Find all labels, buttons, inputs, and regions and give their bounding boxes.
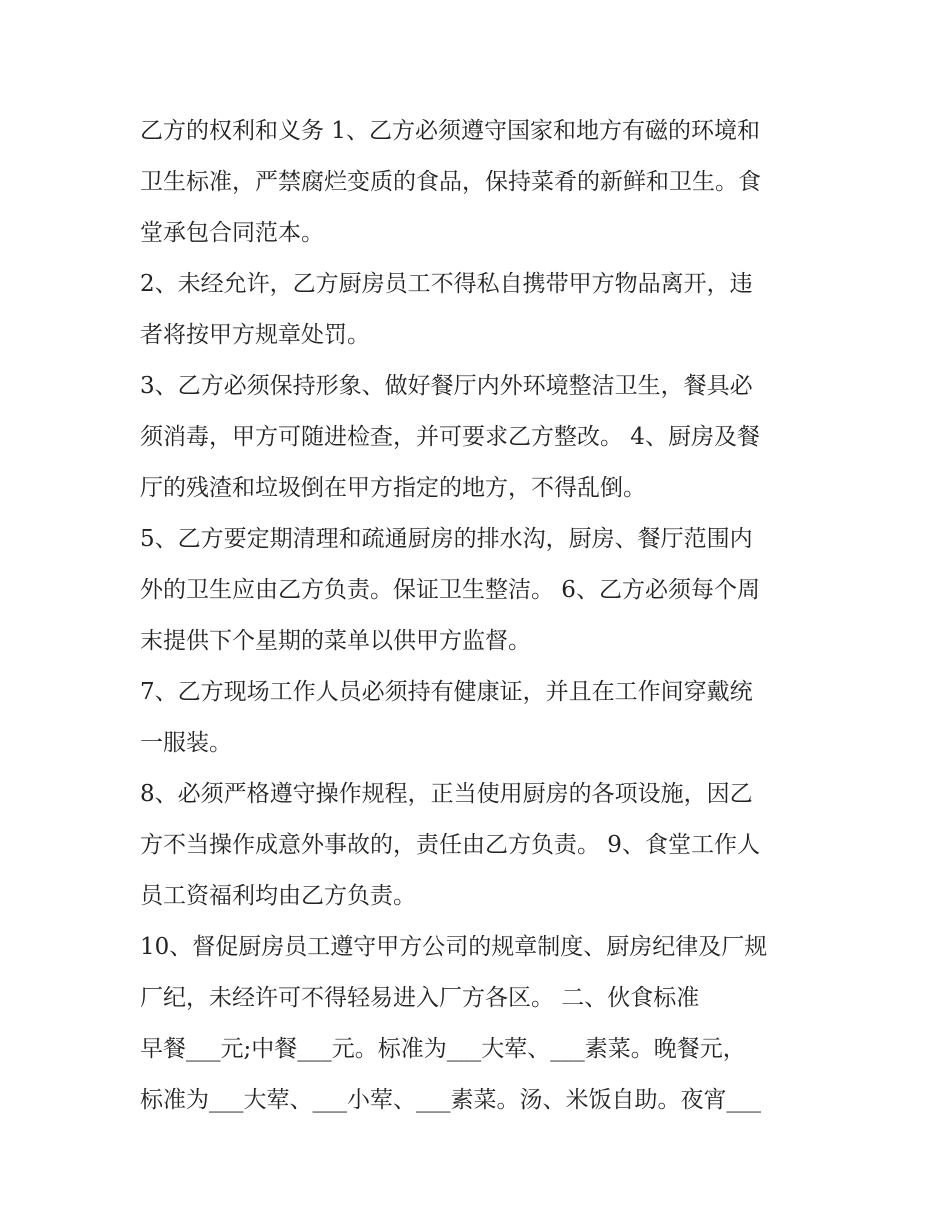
text-line: 员工资福利均由乙方负责。 xyxy=(140,883,416,909)
text-line: 乙方的权利和义务 1、乙方必须遵守国家和地方有磁的环境和 xyxy=(140,118,760,144)
paragraph-7 xyxy=(140,922,815,1126)
text-line: 2、未经允许，乙方厨房员工不得私自携带甲方物品离开，违 xyxy=(140,271,753,297)
paragraph-3 xyxy=(140,361,815,514)
text-line: 厂纪，未经许可不得轻易进入厂方各区。 二、伙食标准 xyxy=(140,985,700,1011)
text-line: 厅的残渣和垃圾倒在甲方指定的地方，不得乱倒。 xyxy=(140,475,646,501)
text-line: 外的卫生应由乙方负责。保证卫生整洁。 6、乙方必须每个周 xyxy=(140,577,760,603)
text-line: 10、督促厨房员工遵守甲方公司的规章制度、厨房纪律及厂规 xyxy=(140,934,768,960)
text-line: 8、必须严格遵守操作规程，正当使用厨房的各项设施，因乙 xyxy=(140,781,753,807)
text-line: 须消毒，甲方可随进检查，并可要求乙方整改。 4、厨房及餐 xyxy=(140,424,760,450)
text-line: 方不当操作成意外事故的，责任由乙方负责。 9、食堂工作人 xyxy=(140,832,760,858)
text-line: 卫生标准，严禁腐烂变质的食品，保持菜肴的新鲜和卫生。食 xyxy=(140,169,761,195)
text-line: 早餐___元;中餐___元。标准为___大荤、___素菜。晚餐元， xyxy=(140,1036,746,1062)
document-body xyxy=(140,106,815,1126)
text-line: 末提供下个星期的菜单以供甲方监督。 xyxy=(140,628,531,654)
text-line: 标准为___大荤、___小荤、___素菜。汤、米饭自助。夜宵___ xyxy=(140,1087,761,1113)
paragraph-6 xyxy=(140,769,815,922)
paragraph-4 xyxy=(140,514,815,667)
text-line: 5、乙方要定期清理和疏通厨房的排水沟，厨房、餐厅范围内 xyxy=(140,526,753,552)
paragraph-2 xyxy=(140,259,815,361)
text-line: 者将按甲方规章处罚。 xyxy=(140,322,370,348)
text-line: 一服装。 xyxy=(140,730,232,756)
paragraph-1 xyxy=(140,106,815,259)
paragraph-5 xyxy=(140,667,815,769)
text-line: 7、乙方现场工作人员必须持有健康证，并且在工作间穿戴统 xyxy=(140,679,753,705)
text-line: 3、乙方必须保持形象、做好餐厅内外环境整洁卫生，餐具必 xyxy=(140,373,753,399)
text-line: 堂承包合同范本。 xyxy=(140,220,324,246)
